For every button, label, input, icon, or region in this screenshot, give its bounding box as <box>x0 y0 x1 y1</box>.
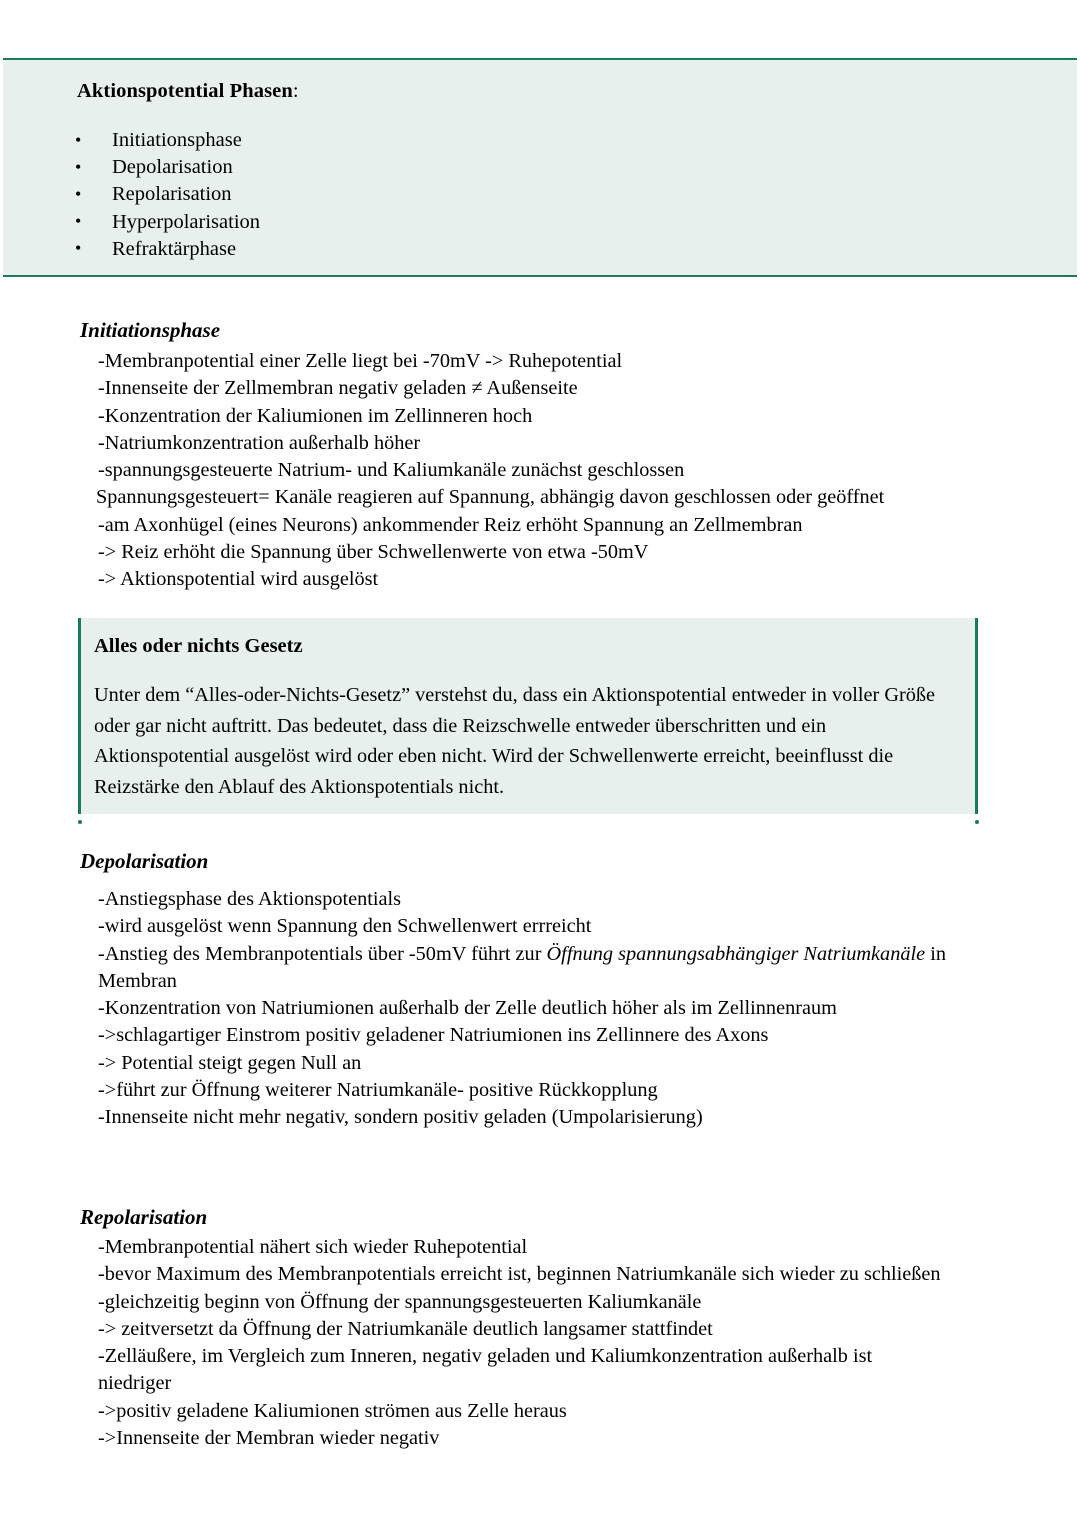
phases-box-title-colon: : <box>292 80 299 102</box>
list-item <box>71 154 260 181</box>
text-line: -Konzentration von Natriumionen außerhalb der Zelle deutlich höher als im Zellinnenraum <box>98 997 837 1020</box>
text-line: -> zeitversetzt da Öffnung der Natriumkanäle deutlich langsamer stattfindet <box>98 1317 713 1340</box>
text-line: ->führt zur Öffnung weiterer Natriumkanäle- positive Rückkopplung <box>98 1079 658 1102</box>
text-line: Spannungsgesteuert= Kanäle reagieren auf Spannung, abhängig davon geschlossen oder geöffnet <box>96 486 885 509</box>
phase-item-label: Repolarisation <box>112 183 232 206</box>
mixed-line-before: -Anstieg des Membranpotentials über -50mV führt zur <box>98 942 547 965</box>
list-item <box>71 181 260 208</box>
text-line: ->positiv geladene Kaliumionen strömen aus Zelle heraus <box>98 1399 567 1422</box>
aktionspotential-phasen-box <box>3 58 1077 277</box>
text-line: -gleichzeitig beginn von Öffnung der spannungsgesteuerten Kaliumkanäle <box>98 1290 702 1313</box>
text-line: -Konzentration der Kaliumionen im Zellinneren hoch <box>98 404 533 427</box>
text-line: -> Aktionspotential wird ausgelöst <box>98 568 379 591</box>
text-line: -Membranpotential einer Zelle liegt bei -70mV -> Ruhepotential <box>98 350 623 372</box>
alles-oder-nichts-callout <box>78 618 978 814</box>
callout-left-dot-marker <box>78 820 82 824</box>
callout-body: Unter dem “Alles-oder-Nichts-Gesetz” verstehst du, dass ein Aktionspotential entweder in voller Größe oder gar nicht auftritt. Das bedeutet, dass die Reizschwelle entweder überschritten und ein Aktionspotential ausgelöst wird oder eben nicht. Wird der Schwellenwerte erreicht, beeinflusst die Reizstärke den Ablauf des Aktionspotentials nicht. <box>94 684 936 798</box>
text-line: -Zelläußere, im Vergleich zum Inneren, negativ geladen und Kaliumkonzentration außerhalb ist niedriger <box>98 1345 873 1395</box>
text-line-mixed <box>98 941 978 996</box>
phase-item-label: Depolarisation <box>112 156 233 179</box>
text-line: -> Reiz erhöht die Spannung über Schwellenwerte von etwa -50mV <box>98 541 649 564</box>
text-line: -spannungsgesteuerte Natrium- und Kaliumkanäle zunächst geschlossen <box>98 459 685 482</box>
text-line: -> Potential steigt gegen Null an <box>98 1051 362 1074</box>
text-line: ->schlagartiger Einstrom positiv geladener Natriumionen ins Zellinnere des Axons <box>98 1024 769 1047</box>
text-line: -bevor Maximum des Membranpotentials erreicht ist, beginnen Natriumkanäle sich wieder zu schließen <box>98 1263 941 1286</box>
section-heading-repolarisation: Repolarisation <box>80 1205 208 1230</box>
section-heading-depolarisation: Depolarisation <box>80 849 209 874</box>
list-item <box>71 127 260 154</box>
repolarisation-body <box>98 1234 998 1452</box>
list-item <box>71 209 260 236</box>
phase-item-label: Refraktärphase <box>112 237 237 260</box>
phases-box-title <box>77 78 299 104</box>
callout-title: Alles oder nichts Gesetz <box>94 635 303 657</box>
phase-item-label: Initiationsphase <box>112 129 242 151</box>
phase-item-label: Hyperpolarisation <box>112 210 261 233</box>
mixed-line-after: in Membran <box>98 942 946 992</box>
text-line: -Innenseite nicht mehr negativ, sondern positiv geladen (Umpolarisierung) <box>98 1106 703 1129</box>
section-heading-initiationsphase: Initiationsphase <box>80 318 221 343</box>
text-line: -wird ausgelöst wenn Spannung den Schwellenwert errreicht <box>98 915 592 938</box>
phases-box-title-bold: Aktionspotential Phasen <box>77 80 293 102</box>
depolarisation-body <box>98 886 1038 1132</box>
text-line: -Natriumkonzentration außerhalb höher <box>98 431 421 454</box>
text-line: -Anstiegsphase des Aktionspotentials <box>98 888 402 910</box>
text-line: ->Innenseite der Membran wieder negativ <box>98 1427 440 1450</box>
phases-list <box>71 127 260 263</box>
list-item <box>71 236 260 263</box>
mixed-line-italic: Öffnung spannungsabhängiger Natriumkanäle <box>546 942 926 965</box>
callout-right-dot-marker <box>975 820 979 824</box>
text-line: -Innenseite der Zellmembran negativ geladen ≠ Außenseite <box>98 377 578 400</box>
text-line: -am Axonhügel (eines Neurons) ankommender Reiz erhöht Spannung an Zellmembran <box>98 513 803 536</box>
text-line: -Membranpotential nähert sich wieder Ruhepotential <box>98 1236 528 1258</box>
initiationsphase-body <box>98 348 1048 594</box>
